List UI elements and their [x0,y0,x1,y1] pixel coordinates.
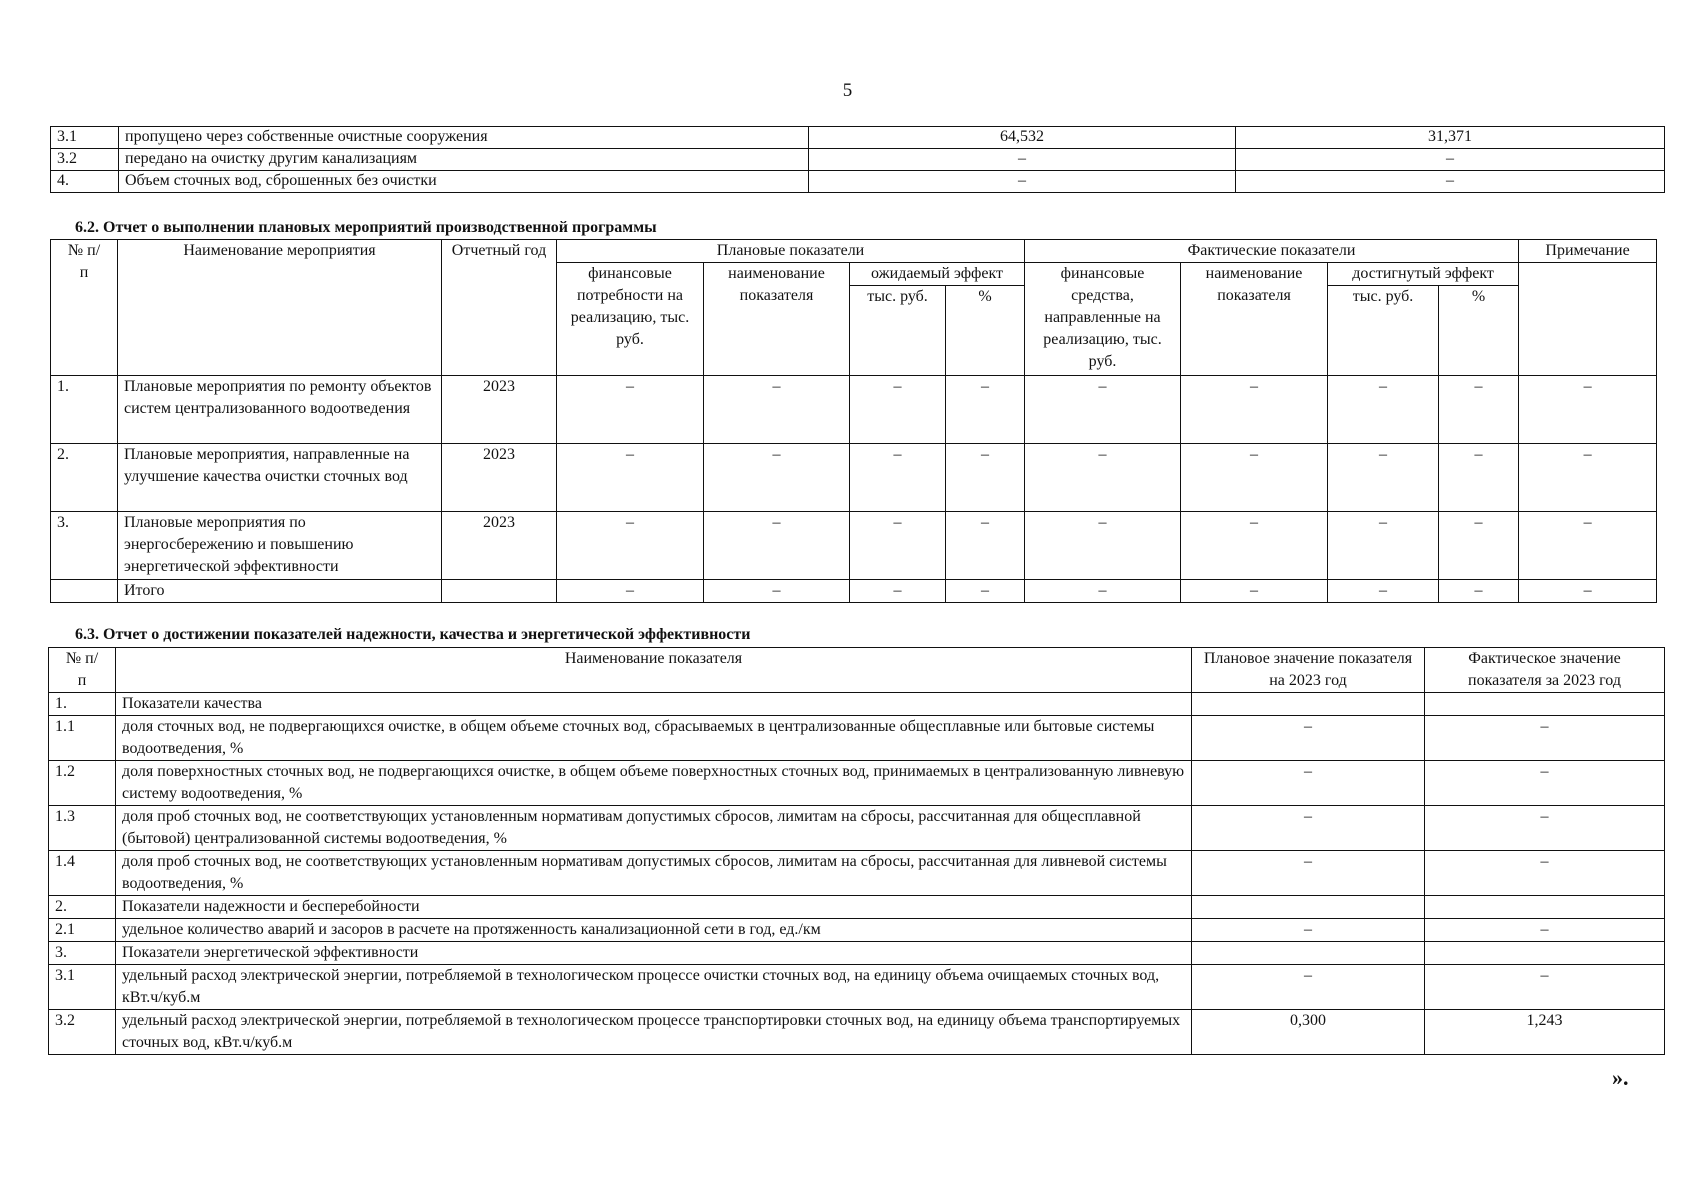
indicator-number: 1.2 [49,761,116,806]
activity-cell-value: – [557,512,704,580]
indicator-number: 1.4 [49,851,116,896]
header-plan-rub: тыс. руб. [850,286,946,376]
header-year: Отчетный год [442,240,557,376]
indicator-fact-value: – [1425,761,1665,806]
indicator-plan-value: – [1192,919,1425,942]
row-number: 3.2 [51,149,119,171]
indicator-row [49,716,1665,761]
indicator-number: 2. [49,896,116,919]
indicator-number: 3.2 [49,1010,116,1055]
activity-year: 2023 [442,512,557,580]
activity-cell-value: – [1328,376,1439,444]
plan-value: – [809,149,1236,171]
indicator-row [49,942,1665,965]
indicator-name: Показатели энергетической эффективности [116,942,1192,965]
activity-year: 2023 [442,444,557,512]
header-plan-indicator-name: наименование показателя [704,263,850,376]
row-number: 3.1 [51,127,119,149]
section-6-3-title: 6.3. Отчет о достижении показателей надежности, качества и энергетической эффективности [75,626,751,643]
activity-cell-value: – [704,376,850,444]
activity-row [51,376,1657,444]
indicator-plan-value [1192,693,1425,716]
activity-cell-value: – [1328,512,1439,580]
indicator-name: доля сточных вод, не подвергающихся очистке, в общем объеме сточных вод, сбрасываемых в централизованные общесплавные или бытовые системы водоотведения, % [116,716,1192,761]
indicator-name: удельный расход электрической энергии, потребляемой в технологическом процессе транспортировки сточных вод, на единицу объема транспортируемых сточных вод, кВт.ч/куб.м [116,1010,1192,1055]
activity-cell-value: – [704,512,850,580]
row-name: пропущено через собственные очистные сооружения [119,127,809,149]
activity-cell-value: – [1519,376,1657,444]
header-fact-financial-funds: финансовые средства, направленные на реализацию, тыс. руб. [1025,263,1181,376]
header-actual-indicators: Фактические показатели [1025,240,1519,263]
activity-cell-value: – [1025,580,1181,603]
activity-cell-value: – [1181,580,1328,603]
activity-number [51,580,118,603]
activity-cell-value: – [704,444,850,512]
header-note: Примечание [1519,240,1657,263]
indicator-name: доля поверхностных сточных вод, не подвергающихся очистке, в общем объеме поверхностных сточных вод, принимаемых в централизованную ливневую систему водоотведения, % [116,761,1192,806]
indicator-plan-value: – [1192,761,1425,806]
activity-name: Плановые мероприятия, направленные на улучшение качества очистки сточных вод [118,444,442,512]
activity-name: Плановые мероприятия по энергосбережению и повышению энергетической эффективности [118,512,442,580]
indicator-fact-value: – [1425,919,1665,942]
activity-cell-value: – [1328,580,1439,603]
header-indicator-num: № п/п [49,648,116,693]
activity-cell-value: – [850,376,946,444]
section-6-2-title: 6.2. Отчет о выполнении плановых мероприятий производственной программы [75,219,657,236]
indicator-name: Показатели надежности и бесперебойности [116,896,1192,919]
activity-row [51,444,1657,512]
indicator-plan-value: – [1192,806,1425,851]
indicator-fact-value [1425,896,1665,919]
header-fact-indicator-name: наименование показателя [1181,263,1328,376]
indicator-name: Показатели качества [116,693,1192,716]
closing-quote-mark: ». [1612,1065,1629,1090]
indicator-number: 3.1 [49,965,116,1010]
table-row [51,171,1665,193]
activity-cell-value: – [1439,512,1519,580]
indicator-number: 2.1 [49,919,116,942]
activity-cell-value: – [1519,580,1657,603]
activity-cell-value: – [1439,376,1519,444]
header-plan-pct: % [946,286,1025,376]
indicator-name: удельный расход электрической энергии, потребляемой в технологическом процессе очистки сточных вод, на единицу объема очищаемых сточных вод, кВт.ч/куб.м [116,965,1192,1010]
header-fact-pct: % [1439,286,1519,376]
fact-value: – [1236,149,1665,171]
indicator-row [49,1010,1665,1055]
activity-year [442,580,557,603]
activity-cell-value: – [1439,444,1519,512]
indicator-row [49,806,1665,851]
activity-cell-value: – [946,580,1025,603]
indicator-fact-value [1425,693,1665,716]
header-plan-financial-needs: финансовые потребности на реализацию, тыс. руб. [557,263,704,376]
header-activity-name: Наименование мероприятия [118,240,442,376]
indicator-fact-value [1425,942,1665,965]
indicator-fact-value: – [1425,851,1665,896]
activity-cell-value: – [1181,376,1328,444]
activity-cell-value: – [1025,444,1181,512]
indicator-number: 1.3 [49,806,116,851]
page-number: 5 [842,80,853,101]
indicator-fact-value: – [1425,965,1665,1010]
activity-row [51,512,1657,580]
header-note-empty [1519,263,1657,376]
row-name: передано на очистку другим канализациям [119,149,809,171]
activity-cell-value: – [1181,444,1328,512]
activity-name: Плановые мероприятия по ремонту объектов систем централизованного водоотведения [118,376,442,444]
header-expected-effect: ожидаемый эффект [850,263,1025,286]
activity-number: 2. [51,444,118,512]
indicator-row [49,761,1665,806]
activity-name: Итого [118,580,442,603]
activity-year: 2023 [442,376,557,444]
activity-cell-value: – [1439,580,1519,603]
indicator-plan-value [1192,896,1425,919]
activity-cell-value: – [557,580,704,603]
activity-cell-value: – [946,444,1025,512]
plan-value: – [809,171,1236,193]
indicator-name: удельное количество аварий и засоров в расчете на протяженность канализационной сети в год, ед./км [116,919,1192,942]
table-row [51,149,1665,171]
activity-cell-value: – [1025,376,1181,444]
indicator-fact-value: – [1425,806,1665,851]
header-indicator-name: Наименование показателя [116,648,1192,693]
row-number: 4. [51,171,119,193]
activity-number: 1. [51,376,118,444]
indicator-plan-value: – [1192,965,1425,1010]
header-plan-value: Плановое значение показателя на 2023 год [1192,648,1425,693]
indicator-row [49,919,1665,942]
indicator-name: доля проб сточных вод, не соответствующих установленным нормативам допустимых сбросов, лимитам на сбросы, рассчитанная для ливневой системы водоотведения, % [116,851,1192,896]
reliability-quality-table [48,647,1665,1055]
planned-activities-table [50,239,1657,603]
header-achieved-effect: достигнутый эффект [1328,263,1519,286]
indicator-name: доля проб сточных вод, не соответствующих установленным нормативам допустимых сбросов, лимитам на сбросы, рассчитанная для общесплавной (бытовой) централизованной системы водоотведения, % [116,806,1192,851]
indicator-fact-value: 1,243 [1425,1010,1665,1055]
header-num: № п/п [51,240,118,376]
activity-cell-value: – [557,444,704,512]
fact-value: 31,371 [1236,127,1665,149]
activity-cell-value: – [1025,512,1181,580]
activity-cell-value: – [850,444,946,512]
indicator-number: 1.1 [49,716,116,761]
indicator-plan-value: – [1192,851,1425,896]
indicator-number: 1. [49,693,116,716]
header-fact-value: Фактическое значение показателя за 2023 год [1425,648,1665,693]
row-name: Объем сточных вод, сброшенных без очистки [119,171,809,193]
activity-cell-value: – [850,580,946,603]
header-fact-rub: тыс. руб. [1328,286,1439,376]
indicator-row [49,965,1665,1010]
indicator-number: 3. [49,942,116,965]
activity-cell-value: – [1181,512,1328,580]
activity-cell-value: – [946,512,1025,580]
activity-cell-value: – [946,376,1025,444]
activity-cell-value: – [704,580,850,603]
activity-cell-value: – [1519,512,1657,580]
plan-value: 64,532 [809,127,1236,149]
indicator-row [49,896,1665,919]
indicator-plan-value: – [1192,716,1425,761]
activity-cell-value: – [1328,444,1439,512]
indicator-row [49,851,1665,896]
indicator-plan-value [1192,942,1425,965]
activity-cell-value: – [557,376,704,444]
table-row [51,127,1665,149]
activity-number: 3. [51,512,118,580]
indicator-fact-value: – [1425,716,1665,761]
volume-table [50,126,1665,193]
activity-row [51,580,1657,603]
fact-value: – [1236,171,1665,193]
indicator-plan-value: 0,300 [1192,1010,1425,1055]
indicator-row [49,693,1665,716]
activity-cell-value: – [850,512,946,580]
activity-cell-value: – [1519,444,1657,512]
header-planned-indicators: Плановые показатели [557,240,1025,263]
